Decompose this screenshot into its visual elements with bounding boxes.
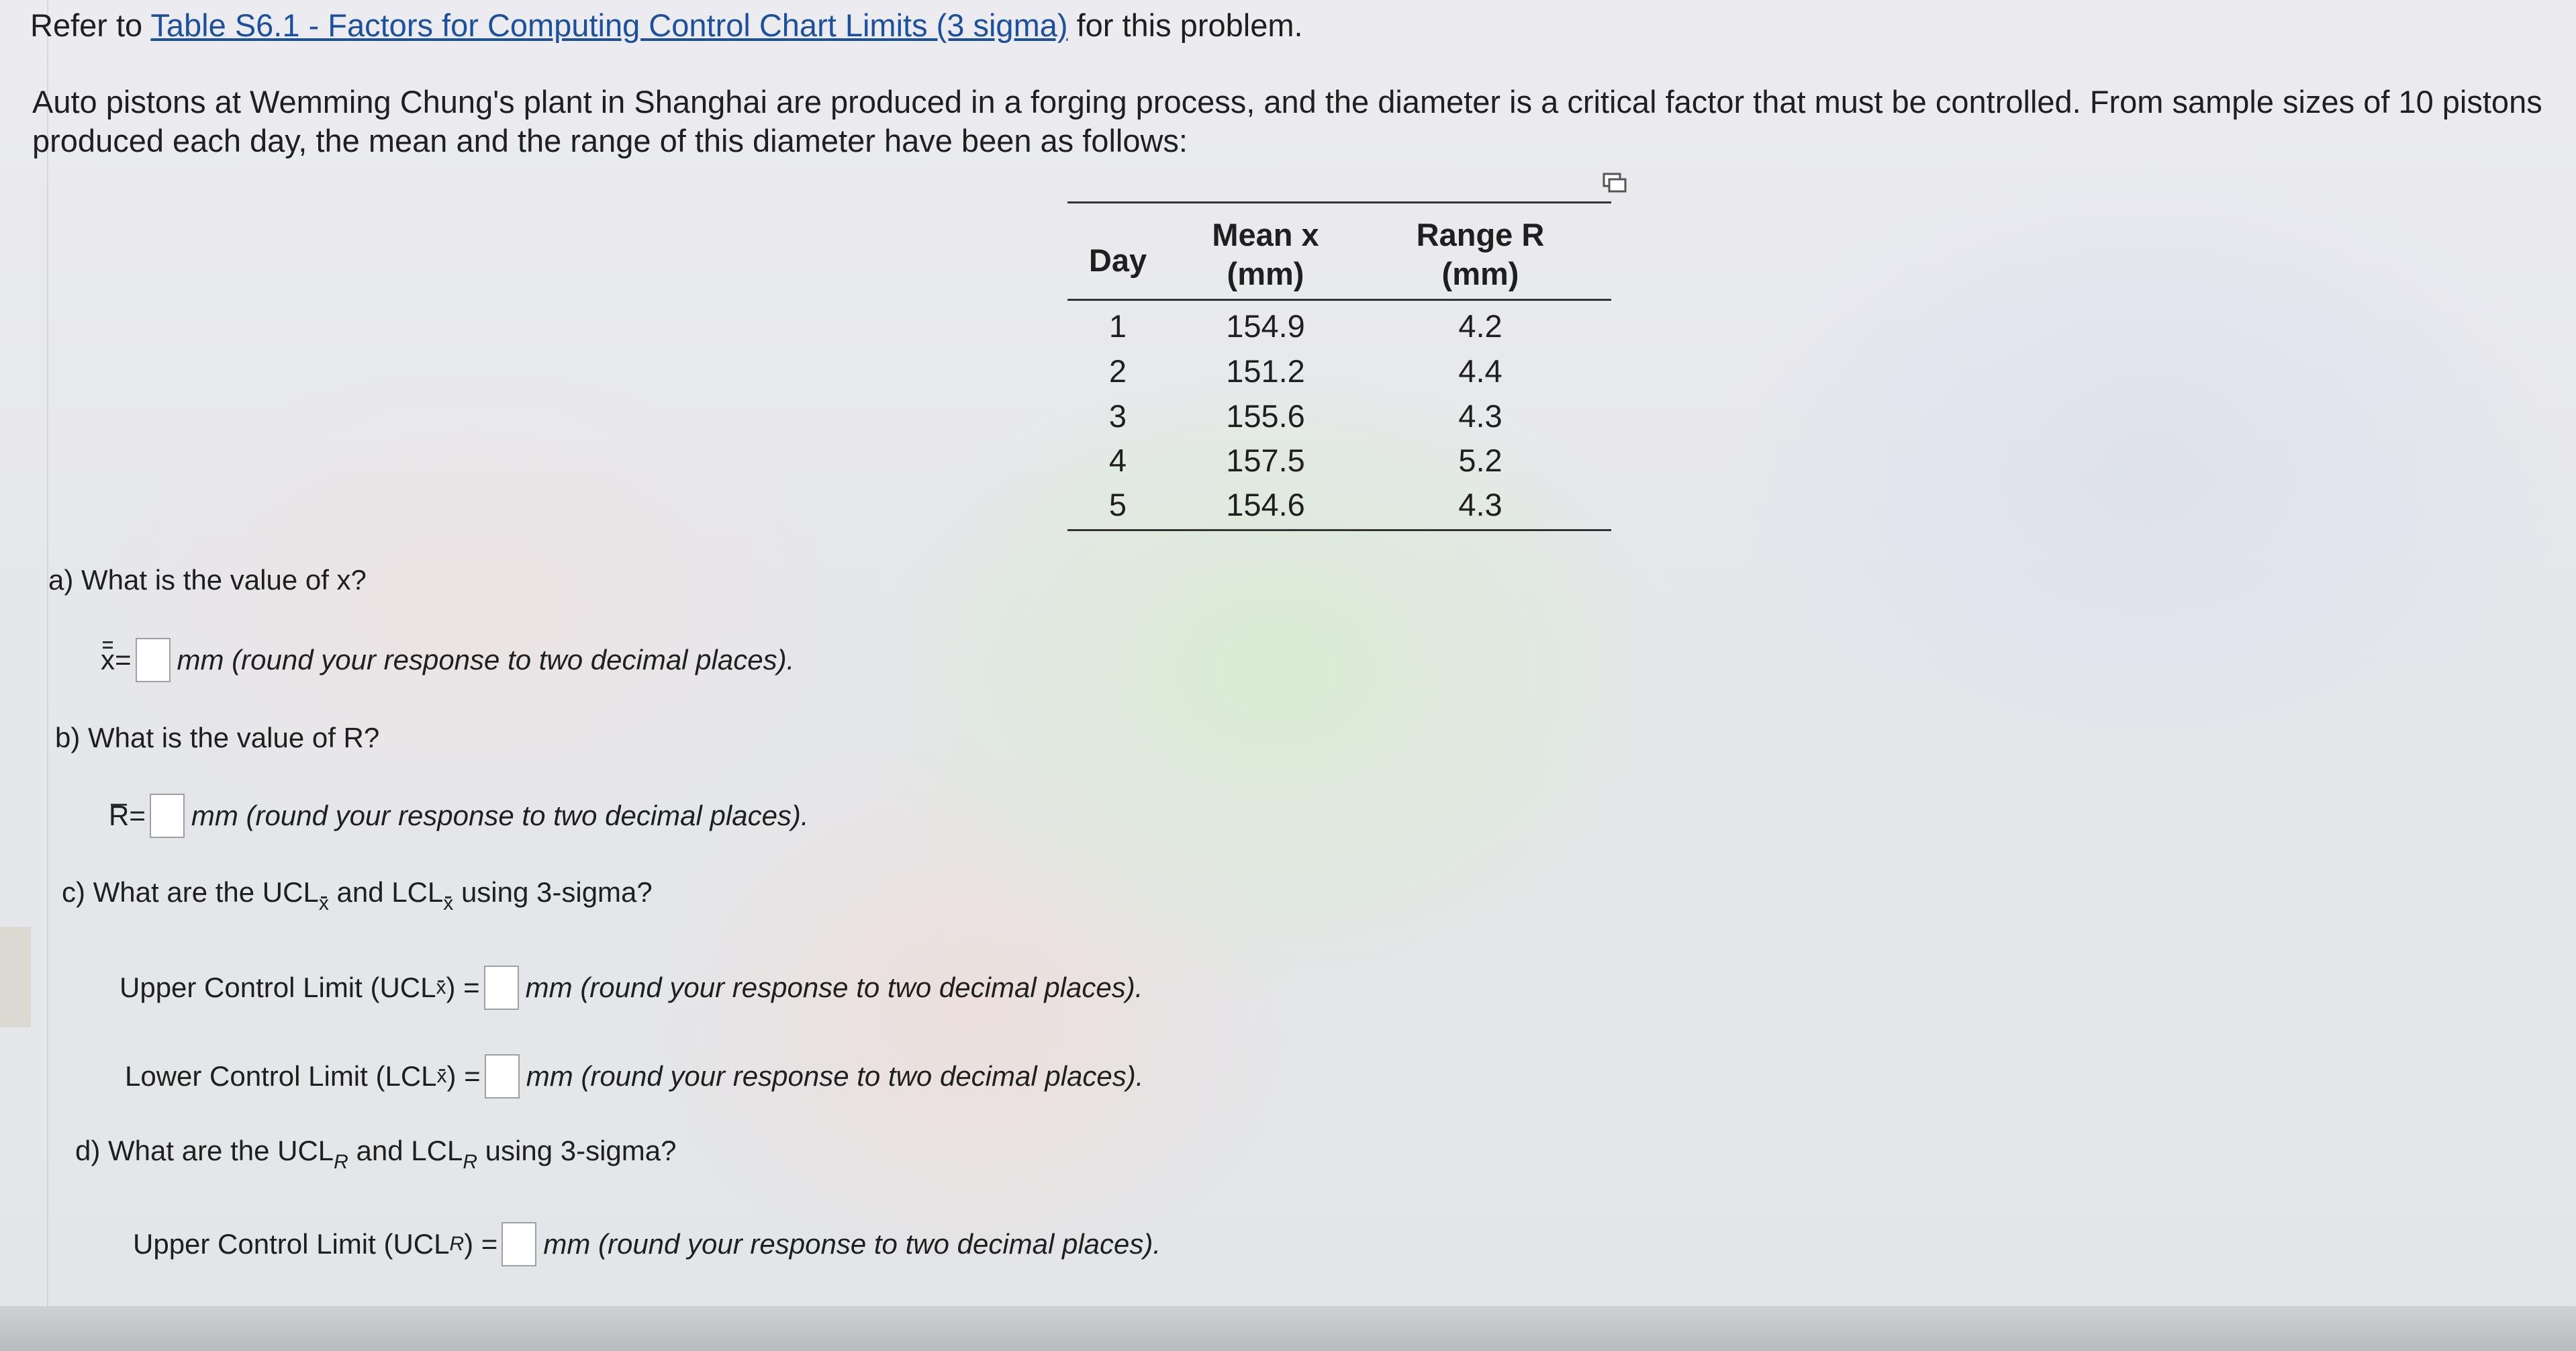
r-subscript: R (463, 1151, 477, 1173)
cell-day: 4 (1108, 442, 1127, 478)
x-double-bar-answer-input[interactable] (136, 638, 171, 682)
lcl-x-answer-row (125, 1054, 1143, 1099)
answer-hint: mm (round your response to two decimal places). (543, 1228, 1161, 1260)
cell-mean: 157.5 (1226, 442, 1305, 478)
ucl-r-answer-input[interactable] (502, 1222, 536, 1266)
cell-day: 1 (1108, 308, 1127, 344)
ucl-r-label: Upper Control Limit (UCL (133, 1228, 450, 1260)
r-subscript: R (334, 1151, 348, 1173)
table-header-rule (1067, 299, 1611, 301)
header-mean-unit: (mm) (1227, 256, 1304, 291)
equals-sign: = (115, 644, 132, 676)
lcl-x-close: ) = (446, 1060, 481, 1092)
cell-range: 4.3 (1458, 398, 1502, 434)
ucl-r-close: ) = (464, 1228, 498, 1260)
question-c-text-3: using 3-sigma? (453, 876, 653, 908)
bottom-edge (0, 1306, 2576, 1351)
cell-mean: 154.9 (1226, 308, 1305, 344)
table-bottom-rule (1067, 529, 1611, 531)
question-b-answer-row (109, 794, 809, 838)
question-c-prompt (62, 876, 653, 915)
question-d-text-3: using 3-sigma? (477, 1135, 677, 1166)
intro-suffix: for this problem. (1067, 7, 1303, 43)
ucl-x-answer-row (120, 966, 1143, 1010)
r-bar-symbol: R (109, 800, 130, 831)
intro-prefix: Refer to (30, 7, 151, 43)
ucl-x-close: ) = (446, 972, 480, 1003)
problem-description-line2: produced each day, the mean and the range of this diameter have been as follows: (32, 123, 1188, 158)
x-double-bar-symbol: x (101, 644, 115, 676)
question-d-prompt (75, 1135, 676, 1174)
answer-hint: mm (round your response to two decimal places). (525, 972, 1143, 1003)
cell-mean: 155.6 (1226, 398, 1305, 434)
header-day: Day (1088, 242, 1147, 278)
copy-table-icon[interactable] (1601, 171, 1628, 195)
question-d-text-1: d) What are the UCL (75, 1135, 334, 1166)
answer-hint: mm (round your response to two decimal places). (526, 1060, 1144, 1092)
ucl-r-answer-row (133, 1222, 1161, 1266)
header-range: Range R (1416, 217, 1545, 252)
cell-mean: 154.6 (1226, 487, 1305, 522)
problem-description-line1: Auto pistons at Wemming Chung's plant in Shanghai are produced in a forging process, and the diameter is a critical factor that must be controlled. From sample sizes of 10 pistons (32, 84, 2542, 120)
ucl-x-label: Upper Control Limit (UCL (120, 972, 436, 1003)
cell-range: 4.2 (1458, 308, 1502, 344)
cell-range: 5.2 (1458, 442, 1502, 478)
intro-line (30, 5, 1303, 46)
cell-mean: 151.2 (1226, 353, 1305, 389)
cell-range: 4.3 (1458, 487, 1502, 522)
question-b-prompt: b) What is the value of R? (55, 722, 380, 753)
cell-day: 2 (1108, 353, 1127, 389)
x-bar-subscript: x (443, 892, 454, 915)
sidebar-edge (0, 927, 31, 1027)
question-d-text-2: and LCL (348, 1135, 463, 1166)
x-bar-subscript: x (436, 976, 446, 998)
ucl-x-answer-input[interactable] (484, 966, 519, 1010)
x-bar-subscript: x (318, 892, 329, 915)
cell-day: 5 (1108, 487, 1127, 522)
table-s6-1-link[interactable]: Table S6.1 - Factors for Computing Control Chart Limits (3 sigma) (150, 7, 1068, 43)
question-a-answer-row (101, 638, 794, 682)
equals-sign: = (129, 800, 146, 831)
content-left-border (47, 0, 48, 1306)
header-mean (1195, 216, 1336, 253)
header-range-unit: (mm) (1441, 256, 1519, 291)
question-c-text-1: c) What are the UCL (62, 876, 319, 908)
header-mean-label: Mean x (1212, 217, 1319, 252)
question-c-text-2: and LCL (328, 876, 444, 908)
r-bar-answer-input[interactable] (150, 794, 185, 838)
r-subscript: R (449, 1233, 465, 1255)
answer-hint: mm (round your response to two decimal places). (177, 644, 795, 676)
table-top-rule (1067, 201, 1611, 203)
cell-day: 3 (1108, 398, 1127, 434)
answer-hint: mm (round your response to two decimal places). (191, 800, 809, 831)
lcl-x-label: Lower Control Limit (LCL (125, 1060, 437, 1092)
lcl-x-answer-input[interactable] (485, 1054, 520, 1099)
question-a-prompt: a) What is the value of x? (48, 564, 367, 596)
cell-range: 4.4 (1458, 353, 1502, 389)
x-bar-subscript: x (436, 1065, 447, 1087)
